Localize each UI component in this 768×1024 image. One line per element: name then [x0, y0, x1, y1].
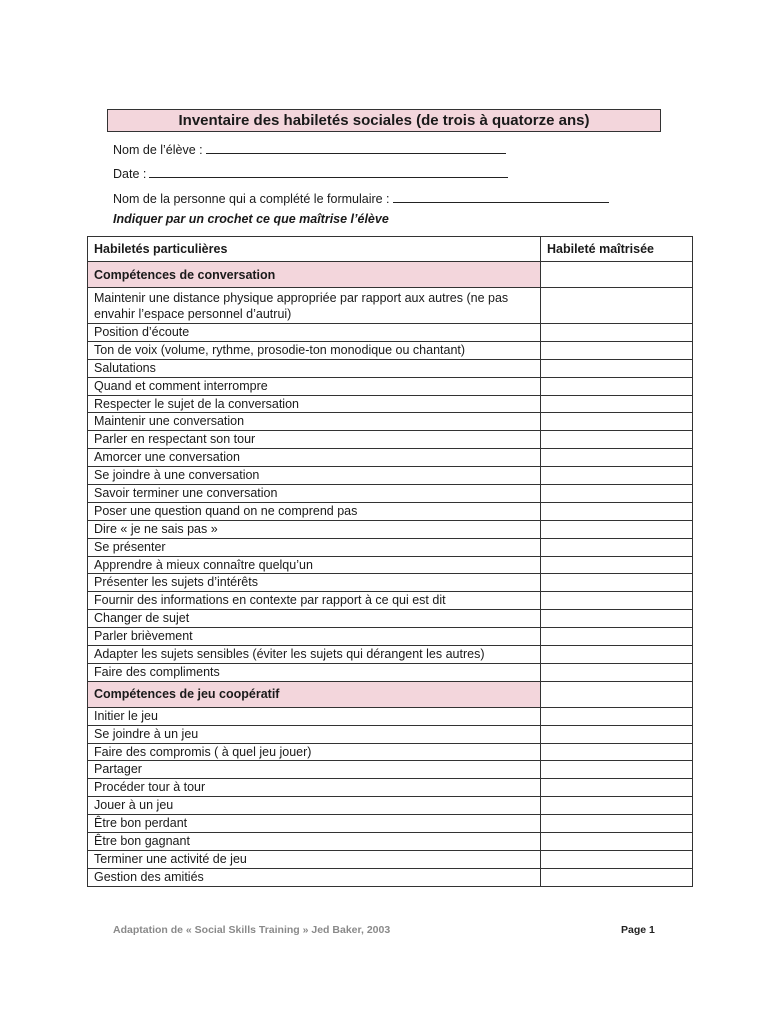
form-title: Inventaire des habiletés sociales (de trois à quatorze ans)	[178, 112, 590, 129]
col-header-skills: Habiletés particulières	[88, 237, 541, 262]
skill-label: Jouer à un jeu	[88, 797, 541, 815]
form-title-box	[107, 109, 661, 132]
table-row	[88, 502, 693, 520]
check-cell[interactable]	[541, 610, 693, 628]
skill-label: Parler en respectant son tour	[88, 431, 541, 449]
check-cell[interactable]	[541, 413, 693, 431]
table-row	[88, 663, 693, 681]
check-cell[interactable]	[541, 761, 693, 779]
check-cell[interactable]	[541, 262, 693, 288]
table-row	[88, 833, 693, 851]
table-row	[88, 485, 693, 503]
skill-label: Ton de voix (volume, rythme, prosodie-ton monodique ou chantant)	[88, 341, 541, 359]
table-row	[88, 628, 693, 646]
table-row	[88, 431, 693, 449]
skill-label: Position d’écoute	[88, 324, 541, 342]
skill-label: Gestion des amitiés	[88, 868, 541, 886]
table-row	[88, 395, 693, 413]
check-cell[interactable]	[541, 341, 693, 359]
table-row	[88, 707, 693, 725]
table-row	[88, 761, 693, 779]
skill-label: Salutations	[88, 359, 541, 377]
skill-label: Apprendre à mieux connaître quelqu’un	[88, 556, 541, 574]
check-cell[interactable]	[541, 833, 693, 851]
check-cell[interactable]	[541, 288, 693, 324]
check-cell[interactable]	[541, 707, 693, 725]
check-cell[interactable]	[541, 538, 693, 556]
table-row	[88, 850, 693, 868]
instruction-text: Indiquer par un crochet ce que maîtrise l’élève	[113, 212, 389, 226]
check-cell[interactable]	[541, 646, 693, 664]
check-cell[interactable]	[541, 324, 693, 342]
skill-label: Poser une question quand on ne comprend pas	[88, 502, 541, 520]
check-cell[interactable]	[541, 574, 693, 592]
table-row	[88, 743, 693, 761]
check-cell[interactable]	[541, 725, 693, 743]
check-cell[interactable]	[541, 520, 693, 538]
table-row	[88, 797, 693, 815]
skill-label: Partager	[88, 761, 541, 779]
table-row	[88, 520, 693, 538]
section-header-row	[88, 262, 693, 288]
skill-label: Initier le jeu	[88, 707, 541, 725]
skill-label: Faire des compliments	[88, 663, 541, 681]
date-line[interactable]	[149, 165, 508, 178]
skill-label: Faire des compromis ( à quel jeu jouer)	[88, 743, 541, 761]
completed-by-label: Nom de la personne qui a complété le formulaire :	[113, 192, 390, 206]
section-header-row	[88, 681, 693, 707]
check-cell[interactable]	[541, 395, 693, 413]
footer-attribution: Adaptation de « Social Skills Training » Jed Baker, 2003	[113, 924, 391, 936]
table-row	[88, 359, 693, 377]
page-number: Page 1	[621, 924, 655, 936]
student-name-field[interactable]	[113, 141, 506, 157]
skill-label: Être bon gagnant	[88, 833, 541, 851]
check-cell[interactable]	[541, 592, 693, 610]
skill-label: Amorcer une conversation	[88, 449, 541, 467]
skill-label: Maintenir une conversation	[88, 413, 541, 431]
student-name-line[interactable]	[206, 141, 506, 154]
skill-label: Dire « je ne sais pas »	[88, 520, 541, 538]
skill-label: Changer de sujet	[88, 610, 541, 628]
check-cell[interactable]	[541, 556, 693, 574]
skill-label: Procéder tour à tour	[88, 779, 541, 797]
check-cell[interactable]	[541, 449, 693, 467]
col-header-mastered: Habileté maîtrisée	[541, 237, 693, 262]
skill-label: Quand et comment interrompre	[88, 377, 541, 395]
skill-label: Terminer une activité de jeu	[88, 850, 541, 868]
check-cell[interactable]	[541, 359, 693, 377]
skill-label: Présenter les sujets d’intérêts	[88, 574, 541, 592]
section-title: Compétences de conversation	[88, 262, 541, 288]
table-row	[88, 538, 693, 556]
table-header-row	[88, 237, 693, 262]
table-row	[88, 592, 693, 610]
check-cell[interactable]	[541, 377, 693, 395]
skill-label: Se joindre à une conversation	[88, 467, 541, 485]
skill-label: Être bon perdant	[88, 815, 541, 833]
table-row	[88, 725, 693, 743]
check-cell[interactable]	[541, 815, 693, 833]
skill-label: Parler brièvement	[88, 628, 541, 646]
skill-label: Respecter le sujet de la conversation	[88, 395, 541, 413]
check-cell[interactable]	[541, 467, 693, 485]
check-cell[interactable]	[541, 779, 693, 797]
table-row	[88, 646, 693, 664]
check-cell[interactable]	[541, 502, 693, 520]
table-row	[88, 779, 693, 797]
check-cell[interactable]	[541, 797, 693, 815]
skill-label: Savoir terminer une conversation	[88, 485, 541, 503]
check-cell[interactable]	[541, 743, 693, 761]
table-row	[88, 341, 693, 359]
table-row	[88, 815, 693, 833]
table-row	[88, 377, 693, 395]
section-title: Compétences de jeu coopératif	[88, 681, 541, 707]
date-label: Date :	[113, 167, 147, 181]
date-field[interactable]	[113, 165, 508, 181]
table-row	[88, 288, 693, 324]
check-cell[interactable]	[541, 628, 693, 646]
check-cell[interactable]	[541, 431, 693, 449]
check-cell[interactable]	[541, 850, 693, 868]
table-row	[88, 413, 693, 431]
table-row	[88, 449, 693, 467]
check-cell[interactable]	[541, 485, 693, 503]
completed-by-field[interactable]	[113, 190, 609, 206]
table-row	[88, 556, 693, 574]
table-row	[88, 610, 693, 628]
table-row	[88, 868, 693, 886]
skill-label: Adapter les sujets sensibles (éviter les sujets qui dérangent les autres)	[88, 646, 541, 664]
skills-table	[87, 236, 693, 887]
skill-label: Se joindre à un jeu	[88, 725, 541, 743]
table-row	[88, 467, 693, 485]
table-row	[88, 574, 693, 592]
completed-by-line[interactable]	[393, 190, 609, 203]
skill-label: Maintenir une distance physique appropriée par rapport aux autres (ne pas envahir l’espace personnel d’autrui)	[88, 288, 541, 324]
student-name-label: Nom de l’élève :	[113, 143, 203, 157]
table-row	[88, 324, 693, 342]
skill-label: Fournir des informations en contexte par rapport à ce qui est dit	[88, 592, 541, 610]
check-cell[interactable]	[541, 868, 693, 886]
check-cell[interactable]	[541, 663, 693, 681]
check-cell[interactable]	[541, 681, 693, 707]
skill-label: Se présenter	[88, 538, 541, 556]
